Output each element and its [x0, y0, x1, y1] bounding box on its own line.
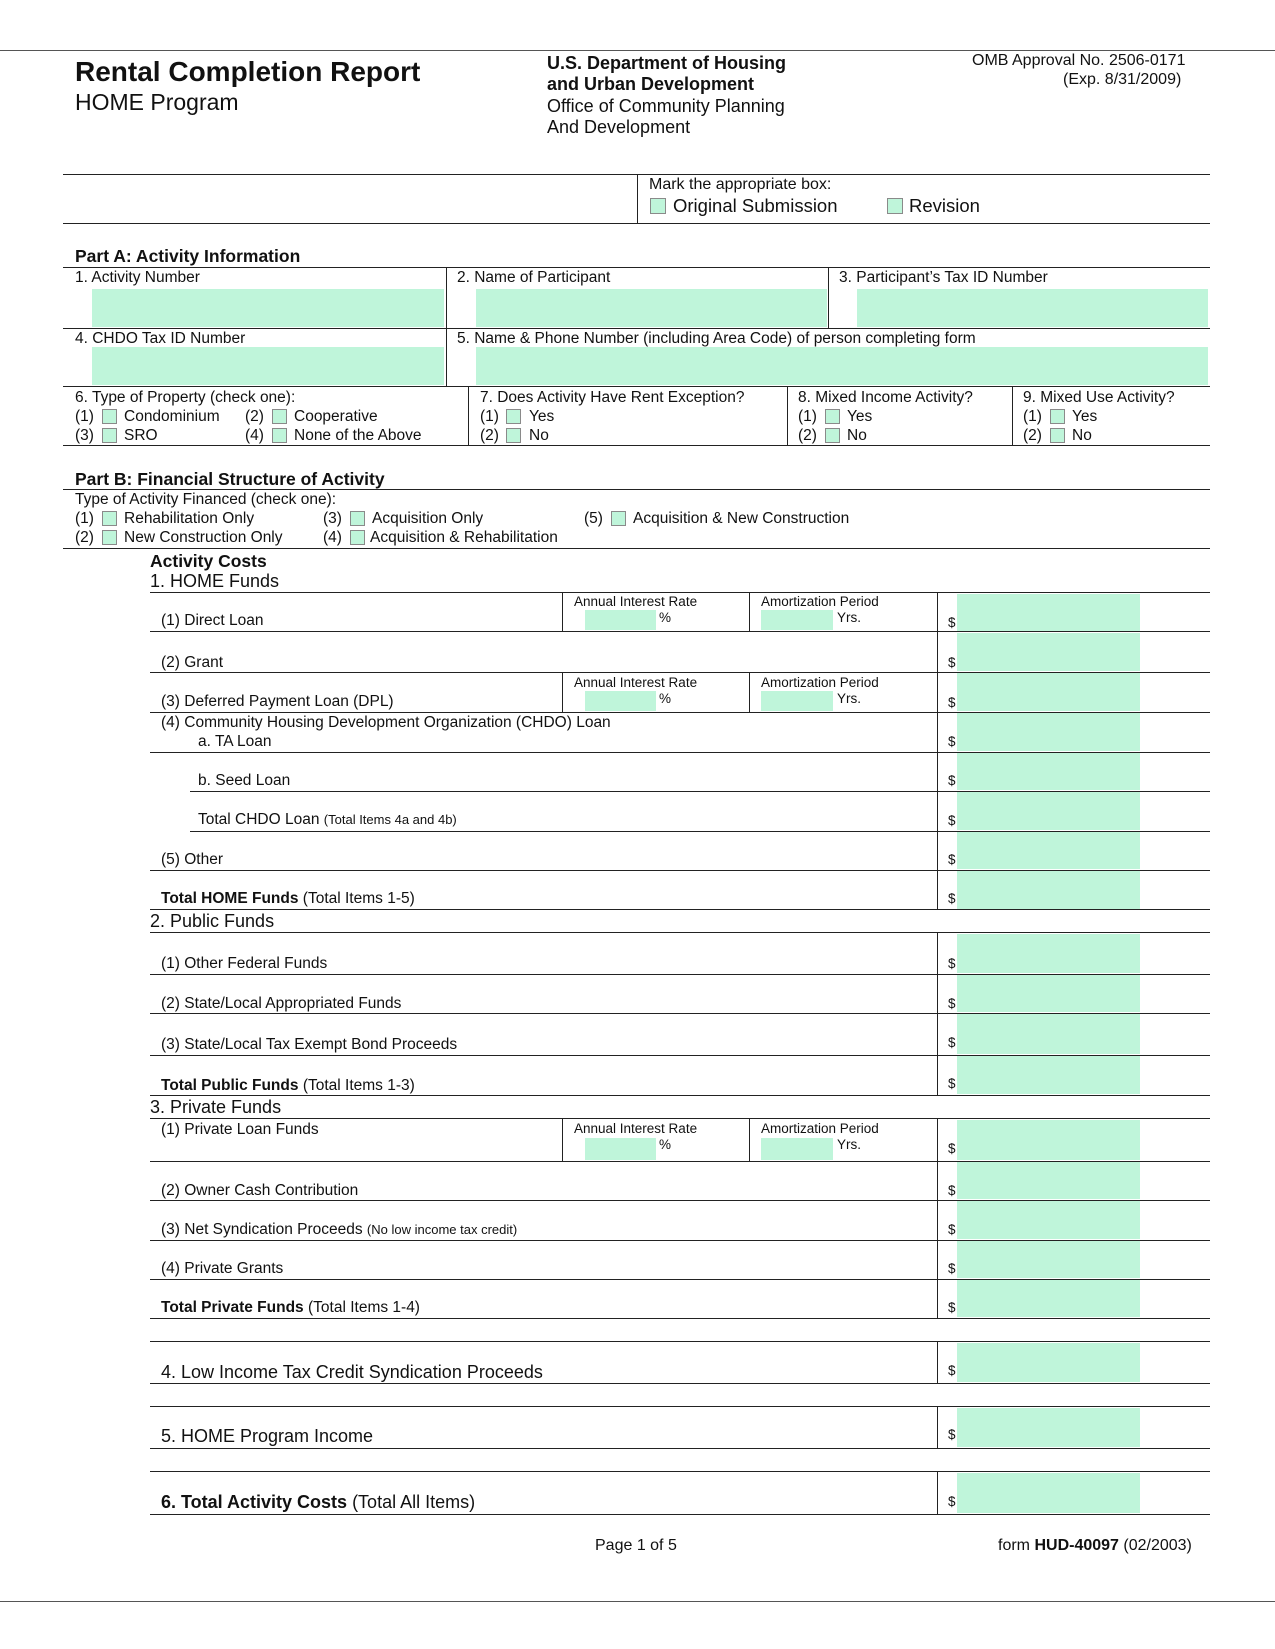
participant-tax-id-label: 3. Participant’s Tax ID Number: [839, 269, 1048, 286]
ta-loan-amount-field[interactable]: [957, 713, 1140, 751]
row-rule: [150, 592, 1210, 593]
participant-name-field[interactable]: [476, 289, 827, 327]
other-federal-funds-label: (1) Other Federal Funds: [161, 955, 328, 972]
dollar-sign: $: [948, 1035, 956, 1050]
rate-cell-divider: [749, 592, 750, 631]
total-activity-costs-text: 6. Total Activity Costs: [161, 1492, 348, 1512]
direct-loan-period-field[interactable]: [761, 610, 833, 630]
property-opt1-num: (1): [75, 408, 94, 425]
submission-bottom-rule: [63, 223, 1210, 224]
row-rule: [150, 1341, 1210, 1342]
office-line2: And Development: [547, 117, 691, 137]
dpl-amount-field[interactable]: [957, 673, 1140, 711]
amount-column-divider: [937, 1118, 938, 1318]
part-a-divider-4: [787, 386, 788, 445]
type-opt1-num: (1): [75, 510, 94, 527]
amount-column-divider: [937, 592, 938, 910]
dollar-sign: $: [948, 655, 956, 670]
participant-tax-id-field[interactable]: [857, 289, 1208, 327]
acquisition-new-construction-label: Acquisition & New Construction: [633, 510, 850, 527]
form-number: [998, 1537, 1192, 1555]
total-chdo-loan-label: [198, 811, 457, 829]
form-id: HUD-40097: [1034, 1537, 1119, 1554]
total-home-funds-label: [161, 890, 415, 908]
cooperative-label: Cooperative: [294, 408, 378, 425]
lihtc-syndication-label: 4. Low Income Tax Credit Syndication Proceeds: [161, 1362, 543, 1382]
owner-cash-contribution-label: (2) Owner Cash Contribution: [161, 1182, 359, 1199]
total-activity-costs-label: [161, 1492, 475, 1513]
mixed-income-yes-num: (1): [798, 408, 817, 425]
type-opt2-num: (2): [75, 529, 94, 546]
condominium-label: Condominium: [124, 408, 220, 425]
private-loan-period-header: Amortization Period: [761, 1121, 879, 1136]
dollar-sign: $: [948, 813, 956, 828]
activity-costs-heading: Activity Costs: [150, 551, 267, 571]
mixed-income-label: 8. Mixed Income Activity?: [798, 389, 973, 406]
form-subtitle: HOME Program: [75, 89, 239, 115]
agency-line1: U.S. Department of Housing: [547, 53, 787, 73]
mixed-use-label: 9. Mixed Use Activity?: [1023, 389, 1175, 406]
dpl-label: (3) Deferred Payment Loan (DPL): [161, 693, 394, 710]
dollar-sign: $: [948, 996, 956, 1011]
part-a-divider-2: [828, 267, 829, 328]
mixed-use-yes-label: Yes: [1072, 408, 1098, 425]
type-opt3-num: (3): [323, 510, 342, 527]
dollar-sign: $: [948, 1363, 956, 1378]
part-a-divider-3: [468, 386, 469, 445]
home-program-income-amount-field[interactable]: [957, 1408, 1140, 1447]
dollar-sign: $: [948, 1300, 956, 1315]
grant-amount-field[interactable]: [957, 633, 1140, 671]
direct-loan-pct: %: [659, 610, 672, 625]
state-local-appropriated-label: (2) State/Local Appropriated Funds: [161, 995, 402, 1012]
other-amount-field[interactable]: [957, 832, 1140, 869]
row-rule: [150, 1095, 1210, 1096]
dollar-sign: $: [948, 956, 956, 971]
dollar-sign: $: [948, 1183, 956, 1198]
row-rule: [150, 1318, 1210, 1319]
direct-loan-amount-field[interactable]: [957, 594, 1140, 631]
revision-label: Revision: [909, 195, 980, 216]
dpl-yrs: Yrs.: [837, 691, 862, 706]
total-chdo-loan-note: (Total Items 4a and 4b): [323, 812, 457, 827]
direct-loan-period-header: Amortization Period: [761, 594, 879, 609]
part-a-rule-3: [63, 386, 1210, 387]
dpl-rate-header: Annual Interest Rate: [574, 675, 698, 690]
private-loan-rate-field[interactable]: [585, 1138, 656, 1160]
rate-cell-divider: [562, 1118, 563, 1161]
sro-checkbox[interactable]: [102, 428, 117, 443]
total-public-funds-note: (Total Items 1-3): [302, 1077, 415, 1094]
contact-name-phone-field[interactable]: [476, 347, 1208, 385]
new-construction-only-label: New Construction Only: [124, 529, 283, 546]
mixed-income-no-checkbox[interactable]: [825, 428, 840, 443]
page-bottom-rule: [0, 1601, 1275, 1602]
form-prefix: form: [998, 1537, 1030, 1554]
total-chdo-loan-text: Total CHDO Loan: [198, 811, 320, 828]
dollar-sign: $: [948, 891, 956, 906]
direct-loan-rate-field[interactable]: [585, 610, 656, 630]
activity-number-field[interactable]: [92, 289, 444, 327]
part-a-rule-4: [63, 445, 1210, 446]
property-opt3-num: (3): [75, 427, 94, 444]
sro-label: SRO: [124, 427, 158, 444]
new-construction-only-checkbox[interactable]: [102, 530, 117, 545]
dollar-sign: $: [948, 1494, 956, 1509]
total-activity-costs-amount-field[interactable]: [957, 1473, 1140, 1513]
total-home-funds-text: Total HOME Funds: [161, 890, 299, 907]
tax-exempt-bond-label: (3) State/Local Tax Exempt Bond Proceeds: [161, 1036, 458, 1053]
part-a-divider-1: [446, 267, 447, 386]
direct-loan-rate-header: Annual Interest Rate: [574, 594, 698, 609]
dpl-period-field[interactable]: [761, 691, 833, 711]
acquisition-only-checkbox[interactable]: [350, 511, 365, 526]
acquisition-rehabilitation-label: Acquisition & Rehabilitation: [370, 529, 558, 546]
property-opt2-num: (2): [245, 408, 264, 425]
participant-name-label: 2. Name of Participant: [457, 269, 611, 286]
dollar-sign: $: [948, 615, 956, 630]
row-rule: [150, 1406, 1210, 1407]
condominium-checkbox[interactable]: [102, 409, 117, 424]
original-submission-label: Original Submission: [673, 195, 838, 216]
dpl-pct: %: [659, 691, 672, 706]
part-a-divider-5: [1012, 386, 1013, 445]
acquisition-only-label: Acquisition Only: [372, 510, 484, 527]
private-grants-amount-field[interactable]: [957, 1241, 1140, 1278]
chdo-tax-id-field[interactable]: [92, 347, 444, 385]
part-b-rule-1: [63, 489, 1210, 490]
dollar-sign: $: [948, 1427, 956, 1442]
rate-cell-divider: [749, 672, 750, 712]
rehabilitation-only-checkbox[interactable]: [102, 511, 117, 526]
mixed-income-yes-checkbox[interactable]: [825, 409, 840, 424]
page-number: Page 1 of 5: [595, 1537, 677, 1554]
total-public-funds-label: [161, 1077, 415, 1095]
dollar-sign: $: [948, 1141, 956, 1156]
dpl-period-header: Amortization Period: [761, 675, 879, 690]
type-opt5-num: (5): [584, 510, 603, 527]
rent-exception-yes-checkbox[interactable]: [506, 409, 521, 424]
row-rule: [150, 1118, 1210, 1119]
tax-exempt-bond-amount-field[interactable]: [957, 1014, 1140, 1054]
total-home-funds-note: (Total Items 1-5): [302, 890, 415, 907]
mixed-use-no-label: No: [1072, 427, 1092, 444]
private-loan-period-field[interactable]: [761, 1138, 833, 1160]
dpl-rate-field[interactable]: [585, 691, 656, 711]
private-loan-rate-header: Annual Interest Rate: [574, 1121, 698, 1136]
row-rule: [150, 909, 1210, 910]
net-syndication-label: [161, 1221, 517, 1239]
property-opt4-num: (4): [245, 427, 264, 444]
part-b-heading: Part B: Financial Structure of Activity: [75, 469, 385, 489]
total-private-funds-label: [161, 1299, 420, 1317]
total-activity-costs-note: (Total All Items): [352, 1492, 476, 1512]
row-rule: [150, 1448, 1210, 1449]
seed-loan-amount-field[interactable]: [957, 753, 1140, 790]
direct-loan-yrs: Yrs.: [837, 610, 862, 625]
form-date: (02/2003): [1123, 1537, 1192, 1554]
dollar-sign: $: [948, 695, 956, 710]
amount-column-divider: [937, 1341, 938, 1383]
cooperative-checkbox[interactable]: [272, 409, 287, 424]
amount-column-divider: [937, 1406, 938, 1448]
total-home-funds-amount-field[interactable]: [957, 871, 1140, 909]
part-a-rule-1: [63, 267, 1210, 268]
omb-expiry: (Exp. 8/31/2009): [1063, 71, 1182, 88]
original-submission-checkbox[interactable]: [650, 198, 666, 214]
total-public-funds-text: Total Public Funds: [161, 1077, 299, 1094]
part-a-rule-2: [63, 328, 1210, 329]
grant-label: (2) Grant: [161, 654, 224, 671]
private-loan-pct: %: [659, 1137, 672, 1152]
dollar-sign: $: [948, 1222, 956, 1237]
dollar-sign: $: [948, 852, 956, 867]
rate-cell-divider: [562, 672, 563, 712]
total-private-funds-text: Total Private Funds: [161, 1299, 304, 1316]
chdo-loan-label: (4) Community Housing Development Organization (CHDO) Loan: [161, 714, 611, 731]
home-program-income-label: 5. HOME Program Income: [161, 1426, 374, 1446]
part-b-rule-2: [63, 548, 1210, 549]
rent-exception-no-num: (2): [480, 427, 499, 444]
amount-column-divider: [937, 932, 938, 1095]
submission-prompt: Mark the appropriate box:: [649, 176, 832, 193]
mixed-income-no-label: No: [847, 427, 867, 444]
dollar-sign: $: [948, 734, 956, 749]
office-line1: Office of Community Planning: [547, 96, 785, 116]
rehabilitation-only-label: Rehabilitation Only: [124, 510, 255, 527]
mixed-income-yes-label: Yes: [847, 408, 873, 425]
mixed-use-yes-num: (1): [1023, 408, 1042, 425]
home-funds-heading: 1. HOME Funds: [150, 571, 280, 591]
omb-approval: OMB Approval No. 2506-0171: [972, 52, 1186, 69]
rent-exception-yes-num: (1): [480, 408, 499, 425]
row-rule: [150, 1514, 1210, 1515]
activity-type-label: Type of Activity Financed (check one):: [75, 491, 337, 508]
form-title: Rental Completion Report: [75, 56, 421, 87]
mixed-use-no-num: (2): [1023, 427, 1042, 444]
private-loan-funds-label: (1) Private Loan Funds: [161, 1121, 319, 1138]
public-funds-heading: 2. Public Funds: [150, 911, 275, 931]
submission-divider: [637, 174, 638, 223]
row-rule: [150, 1383, 1210, 1384]
dollar-sign: $: [948, 1261, 956, 1276]
rate-cell-underline: [562, 631, 749, 632]
net-syndication-text: (3) Net Syndication Proceeds: [161, 1221, 363, 1238]
row-rule: [150, 1471, 1210, 1472]
other-federal-funds-amount-field[interactable]: [957, 934, 1140, 973]
total-private-funds-amount-field[interactable]: [957, 1280, 1140, 1317]
seed-loan-label: b. Seed Loan: [198, 772, 291, 789]
rate-cell-divider: [749, 1118, 750, 1161]
contact-name-phone-label: 5. Name & Phone Number (including Area Code) of person completing form: [457, 330, 976, 347]
rent-exception-label: 7. Does Activity Have Rent Exception?: [480, 389, 745, 406]
mixed-use-yes-checkbox[interactable]: [1050, 409, 1065, 424]
dollar-sign: $: [948, 773, 956, 788]
other-label: (5) Other: [161, 851, 224, 868]
state-local-appropriated-amount-field[interactable]: [957, 975, 1140, 1012]
private-grants-label: (4) Private Grants: [161, 1260, 284, 1277]
rate-cell-divider: [562, 592, 563, 631]
owner-cash-contribution-amount-field[interactable]: [957, 1162, 1140, 1199]
mixed-income-no-num: (2): [798, 427, 817, 444]
agency-line2: and Urban Development: [547, 74, 755, 94]
type-opt4-num: (4): [323, 529, 342, 546]
none-of-above-checkbox[interactable]: [272, 428, 287, 443]
mixed-use-no-checkbox[interactable]: [1050, 428, 1065, 443]
total-public-funds-amount-field[interactable]: [957, 1056, 1140, 1094]
rent-exception-no-label: No: [529, 427, 549, 444]
rent-exception-no-checkbox[interactable]: [506, 428, 521, 443]
private-loan-yrs: Yrs.: [837, 1137, 862, 1152]
acquisition-rehabilitation-checkbox[interactable]: [350, 530, 365, 545]
direct-loan-label: (1) Direct Loan: [161, 612, 264, 629]
lihtc-syndication-amount-field[interactable]: [957, 1343, 1140, 1382]
part-a-heading: Part A: Activity Information: [75, 246, 301, 266]
revision-checkbox[interactable]: [887, 198, 903, 214]
private-loan-funds-amount-field[interactable]: [957, 1120, 1140, 1160]
row-rule: [150, 932, 1210, 933]
acquisition-new-construction-checkbox[interactable]: [611, 511, 626, 526]
net-syndication-amount-field[interactable]: [957, 1201, 1140, 1239]
page-top-rule: [0, 50, 1275, 51]
chdo-tax-id-label: 4. CHDO Tax ID Number: [75, 330, 246, 347]
total-chdo-loan-amount-field[interactable]: [957, 792, 1140, 830]
net-syndication-note: (No low income tax credit): [366, 1222, 518, 1237]
private-funds-heading: 3. Private Funds: [150, 1097, 282, 1117]
dollar-sign: $: [948, 1076, 956, 1091]
ta-loan-label: a. TA Loan: [198, 733, 272, 750]
activity-number-label: 1. Activity Number: [75, 269, 200, 286]
property-type-label: 6. Type of Property (check one):: [75, 389, 296, 406]
amount-column-divider: [937, 1471, 938, 1514]
none-of-above-label: None of the Above: [294, 427, 422, 444]
total-private-funds-note: (Total Items 1-4): [308, 1299, 420, 1316]
rent-exception-yes-label: Yes: [529, 408, 555, 425]
